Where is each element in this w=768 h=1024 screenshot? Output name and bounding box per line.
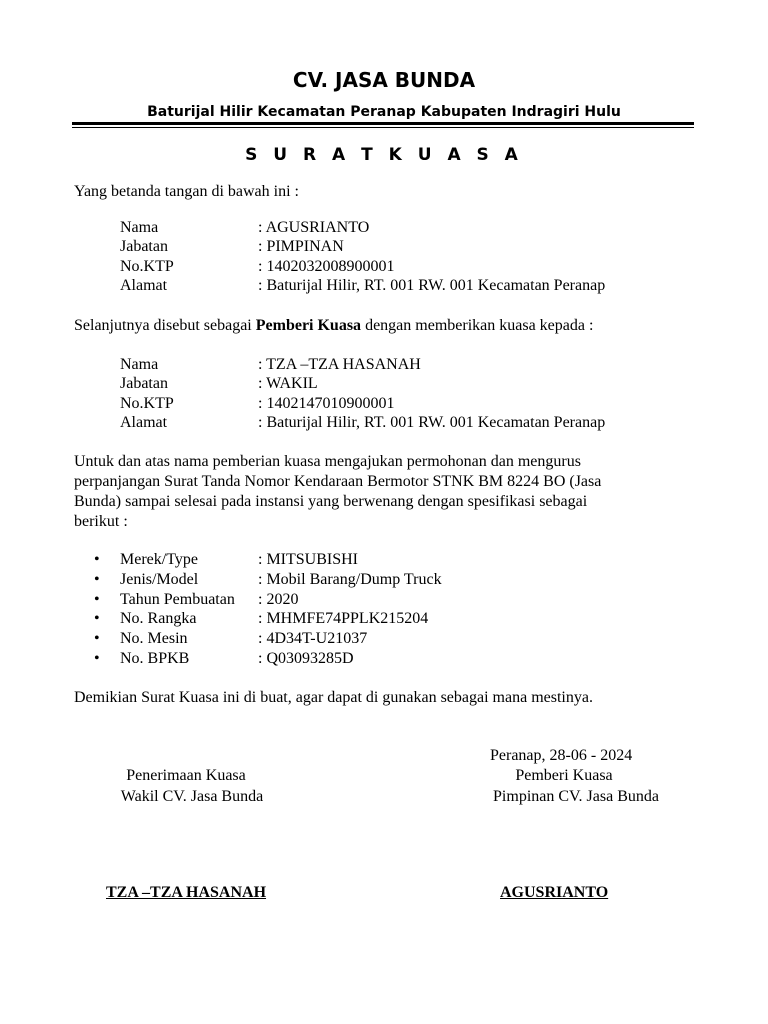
intro-text: Yang betanda tangan di bawah ini :: [74, 183, 299, 200]
giver-label: No.KTP: [120, 258, 174, 275]
purpose-line: Bunda) sampai selesai pada instansi yang berwenang dengan spesifikasi sebagai: [74, 493, 588, 510]
header-rule-thick: [72, 122, 694, 125]
giver-value: : 1402032008900001: [258, 258, 395, 275]
receiver-value: : 1402147010900001: [258, 395, 395, 412]
spec-label: Jenis/Model: [120, 571, 199, 588]
mid-text-before: Selanjutnya disebut sebagai: [74, 317, 256, 334]
giver-label: Nama: [120, 219, 159, 236]
spec-value: : 2020: [258, 591, 299, 608]
spec-label: Merek/Type: [120, 551, 198, 568]
giver-value: : AGUSRIANTO: [258, 219, 370, 236]
spec-value: : 4D34T-U21037: [258, 630, 368, 647]
spec-label: No. BPKB: [120, 650, 190, 667]
mid-text-after: dengan memberikan kuasa kepada :: [361, 317, 594, 334]
place-date: Peranap, 28-06 - 2024: [490, 747, 633, 764]
receiver-label: Alamat: [120, 414, 168, 431]
spec-value: : Mobil Barang/Dump Truck: [258, 571, 442, 588]
closing-text: Demikian Surat Kuasa ini di buat, agar dapat di gunakan sebagai mana mestinya.: [74, 689, 593, 706]
company-name: CV. JASA BUNDA: [292, 68, 476, 92]
receiver-value: : WAKIL: [258, 375, 318, 392]
left-signer-title: Wakil CV. Jasa Bunda: [120, 788, 264, 805]
receiver-label: Nama: [120, 356, 159, 373]
spec-value: : MHMFE74PPLK215204: [258, 610, 429, 627]
purpose-line: berikut :: [74, 513, 128, 530]
bullet-icon: •: [94, 591, 100, 608]
purpose-line: Untuk dan atas nama pemberian kuasa mengajukan permohonan dan mengurus: [74, 453, 581, 470]
giver-value: : Baturijal Hilir, RT. 001 RW. 001 Kecamatan Peranap: [258, 277, 606, 294]
left-signer-role: Penerimaan Kuasa: [126, 767, 246, 784]
bullet-icon: •: [94, 571, 100, 588]
spec-value: : MITSUBISHI: [258, 551, 359, 568]
giver-label: Alamat: [120, 277, 168, 294]
bullet-icon: •: [94, 630, 100, 647]
purpose-line: perpanjangan Surat Tanda Nomor Kendaraan Bermotor STNK BM 8224 BO (Jasa: [74, 473, 602, 490]
right-signer-role: Pemberi Kuasa: [515, 767, 613, 784]
bullet-icon: •: [94, 650, 100, 667]
bullet-icon: •: [94, 610, 100, 627]
spec-label: No. Rangka: [120, 610, 197, 627]
bullet-icon: •: [94, 551, 100, 568]
document-title: S U R A T K U A S A: [245, 145, 523, 165]
mid-text-bold: Pemberi Kuasa: [255, 317, 362, 334]
mid-paragraph: [74, 316, 593, 336]
spec-label: No. Mesin: [120, 630, 188, 647]
header-rule-thin: [72, 127, 694, 128]
receiver-value: : TZA –TZA HASANAH: [258, 356, 421, 373]
giver-value: : PIMPINAN: [258, 238, 344, 255]
receiver-label: Jabatan: [120, 375, 168, 392]
left-signer-name: TZA –TZA HASANAH: [106, 884, 267, 901]
receiver-label: No.KTP: [120, 395, 174, 412]
right-signer-name: AGUSRIANTO: [500, 884, 609, 901]
right-signer-title: Pimpinan CV. Jasa Bunda: [493, 788, 659, 805]
receiver-value: : Baturijal Hilir, RT. 001 RW. 001 Kecamatan Peranap: [258, 414, 606, 431]
giver-label: Jabatan: [120, 238, 168, 255]
spec-value: : Q03093285D: [258, 650, 354, 667]
company-address: Baturijal Hilir Kecamatan Peranap Kabupaten Indragiri Hulu: [147, 104, 621, 120]
spec-label: Tahun Pembuatan: [120, 591, 235, 608]
